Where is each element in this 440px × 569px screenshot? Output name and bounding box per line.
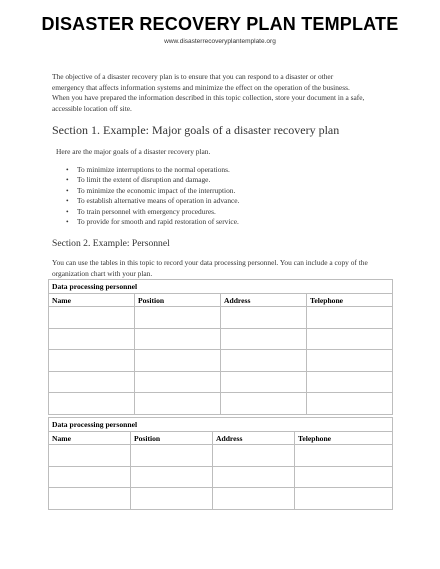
intro-line: accessible location off site. (52, 103, 132, 113)
table-cell[interactable] (49, 371, 135, 393)
table-caption: Data processing personnel (49, 418, 393, 432)
table-row (49, 445, 393, 467)
table-cell[interactable] (213, 445, 295, 467)
bullet-icon: • (66, 185, 69, 195)
goal-text: To minimize interruptions to the normal operations. (77, 165, 230, 174)
section-1-lead: Here are the major goals of a disaster recovery plan. (56, 147, 211, 156)
section-2-heading: Section 2. Example: Personnel (52, 238, 170, 249)
section-2-line: You can use the tables in this topic to record your data processing personnel. You can include a copy of the (52, 258, 368, 267)
table-cell[interactable] (295, 488, 393, 510)
goal-text: To establish alternative means of operation in advance. (77, 196, 240, 206)
table-cell[interactable] (307, 393, 393, 415)
intro-line: emergency that affects information systems and minimize the effect on the operation of the business. (52, 82, 350, 92)
column-header-name: Name (49, 432, 131, 445)
table-cell[interactable] (221, 350, 307, 372)
website-url: www.disasterrecoveryplantemplate.org (164, 38, 276, 45)
column-header-name: Name (49, 294, 135, 307)
intro-line: When you have prepared the information described in this topic collection, store your document in a safe, (52, 93, 365, 102)
list-item (66, 165, 239, 175)
document-title: DISASTER RECOVERY PLAN TEMPLATE (41, 14, 399, 34)
list-item (66, 175, 239, 185)
table-cell[interactable] (131, 488, 213, 510)
goal-text: To limit the extent of disruption and damage. (77, 175, 211, 185)
column-header-address: Address (221, 294, 307, 307)
table-row (49, 393, 393, 415)
list-item (66, 207, 239, 217)
table-cell[interactable] (295, 466, 393, 488)
table-row (49, 466, 393, 488)
section-2-intro (52, 258, 397, 279)
bullet-icon: • (66, 165, 69, 174)
table-cell[interactable] (135, 328, 221, 350)
column-header-position: Position (131, 432, 213, 445)
table-cell[interactable] (213, 466, 295, 488)
table-cell[interactable] (49, 488, 131, 510)
section-2-line: organization chart with your plan. (52, 268, 153, 278)
goal-text: To minimize the economic impact of the interruption. (77, 185, 236, 195)
bullet-icon: • (66, 196, 69, 206)
list-item (66, 217, 239, 227)
table-cell[interactable] (49, 393, 135, 415)
table-row (49, 307, 393, 329)
table-cell[interactable] (49, 328, 135, 350)
table-cell[interactable] (135, 307, 221, 329)
bullet-icon: • (66, 217, 69, 227)
table-cell[interactable] (295, 445, 393, 467)
table-cell[interactable] (221, 371, 307, 393)
column-header-position: Position (135, 294, 221, 307)
table-cell[interactable] (49, 307, 135, 329)
goals-list (66, 165, 239, 227)
column-header-telephone: Telephone (295, 432, 393, 445)
table-cell[interactable] (307, 307, 393, 329)
table-cell[interactable] (135, 393, 221, 415)
table-cell[interactable] (307, 328, 393, 350)
table-cell[interactable] (49, 350, 135, 372)
table-cell[interactable] (221, 393, 307, 415)
table-row (49, 350, 393, 372)
table-cell[interactable] (221, 328, 307, 350)
table-cell[interactable] (221, 307, 307, 329)
table-cell[interactable] (131, 445, 213, 467)
table-cell[interactable] (135, 371, 221, 393)
table-row (49, 371, 393, 393)
intro-paragraph (52, 72, 397, 114)
table-caption: Data processing personnel (49, 280, 393, 294)
table-cell[interactable] (307, 350, 393, 372)
personnel-table-1 (48, 279, 393, 415)
goal-text: To provide for smooth and rapid restoration of service. (77, 217, 239, 227)
bullet-icon: • (66, 175, 69, 185)
table-row (49, 328, 393, 350)
table-cell[interactable] (49, 445, 131, 467)
section-1-heading: Section 1. Example: Major goals of a disaster recovery plan (52, 123, 340, 137)
intro-line: The objective of a disaster recovery plan is to ensure that you can respond to a disaster or other (52, 72, 334, 81)
table-cell[interactable] (135, 350, 221, 372)
list-item (66, 196, 239, 206)
table-cell[interactable] (213, 488, 295, 510)
column-header-address: Address (213, 432, 295, 445)
goal-text: To train personnel with emergency procedures. (77, 206, 216, 216)
column-header-telephone: Telephone (307, 294, 393, 307)
table-cell[interactable] (307, 371, 393, 393)
table-cell[interactable] (131, 466, 213, 488)
table-row (49, 488, 393, 510)
bullet-icon: • (66, 206, 69, 216)
list-item (66, 186, 239, 196)
table-cell[interactable] (49, 466, 131, 488)
personnel-table-2 (48, 417, 393, 510)
